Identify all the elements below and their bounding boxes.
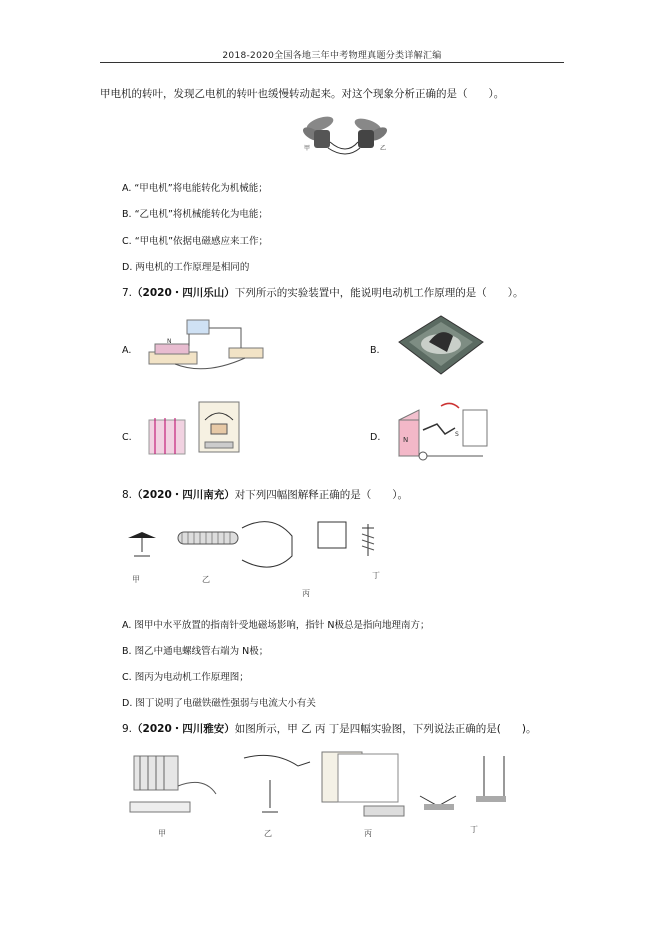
q7-fig-label-s: S xyxy=(455,431,459,438)
q7-option-c-letter: C. xyxy=(122,432,132,443)
q8-option-d xyxy=(122,695,316,709)
q7-option-d-figure xyxy=(393,400,497,466)
option-letter: B. xyxy=(122,209,132,220)
q7-fig-label-n: N xyxy=(167,338,172,345)
q9-stem xyxy=(122,721,536,736)
q7-text: 下列所示的实验装置中，能说明电动机工作原理的是（ ）。 xyxy=(234,287,524,299)
q7-option-b-letter: B. xyxy=(370,345,380,356)
q8-option-b xyxy=(122,643,268,657)
q9-fig-label-bing: 丙 xyxy=(364,829,372,838)
q8-number: 8. xyxy=(122,489,133,501)
q6-stem-tail: 甲电机的转叶，发现乙电机的转叶也缓慢转动起来。对这个现象分析正确的是（ ）。 xyxy=(100,88,505,100)
q8-source: （2020・四川南充） xyxy=(132,489,235,501)
q8-fig-label-jia: 甲 xyxy=(132,575,140,584)
q8-fig-label-yi: 乙 xyxy=(202,575,210,584)
q8-text: 对下列四幅图解释正确的是（ ）。 xyxy=(234,489,409,501)
option-text: “甲电机”依据电磁感应来工作； xyxy=(134,236,269,247)
q6-fig-label-jia: 甲 xyxy=(304,145,311,152)
option-letter: B. xyxy=(122,646,132,657)
q7-stem xyxy=(122,285,524,300)
option-text: 图乙中通电螺线管右端为 N极； xyxy=(134,646,269,657)
q9-fig-label-yi: 乙 xyxy=(264,829,272,838)
option-letter: C. xyxy=(122,236,132,247)
q6-motors-figure xyxy=(298,112,398,158)
q8-four-figures xyxy=(122,516,412,600)
q6-fig-label-yi: 乙 xyxy=(380,145,387,152)
q8-option-a xyxy=(122,617,430,631)
q7-option-b-figure xyxy=(395,312,487,380)
q9-source: （2020・四川雅安） xyxy=(132,723,235,735)
q7-option-a-letter: A. xyxy=(122,345,132,356)
option-text: “乙电机”将机械能转化为电能； xyxy=(134,209,268,220)
q8-stem xyxy=(122,487,408,502)
q6-option-a xyxy=(122,180,268,194)
option-text: 图丙为电动机工作原理图； xyxy=(134,672,249,683)
q6-option-c xyxy=(122,233,268,247)
q8-fig-label-ding: 丁 xyxy=(372,571,380,580)
q7-fig-label-n2: N xyxy=(403,436,409,444)
option-letter: C. xyxy=(122,672,132,683)
q9-fig-label-ding: 丁 xyxy=(470,825,478,834)
option-text: 两电机的工作原理是相同的 xyxy=(135,262,250,273)
header-divider xyxy=(100,62,564,63)
option-letter: D. xyxy=(122,262,133,273)
option-letter: D. xyxy=(122,698,133,709)
q7-option-d-letter: D. xyxy=(370,432,381,443)
option-letter: A. xyxy=(122,183,132,194)
q9-four-figures xyxy=(124,746,534,842)
q7-source: （2020・四川乐山） xyxy=(132,287,235,299)
q7-option-c-figure xyxy=(145,398,245,462)
q9-fig-label-jia: 甲 xyxy=(158,829,166,838)
q9-text: 如图所示，甲 乙 丙 丁是四幅实验图，下列说法正确的是( )。 xyxy=(234,723,537,735)
option-letter: A. xyxy=(122,620,132,631)
q8-fig-label-bing: 丙 xyxy=(302,589,310,598)
page-header: 2018-2020全国各地三年中考物理真题分类详解汇编 xyxy=(222,51,442,61)
q6-option-b xyxy=(122,206,268,220)
q9-number: 9. xyxy=(122,723,133,735)
option-text: “甲电机”将电能转化为机械能； xyxy=(134,183,268,194)
q8-option-c xyxy=(122,669,249,683)
option-text: 图丁说明了电磁铁磁性强弱与电流大小有关 xyxy=(135,698,316,709)
q7-number: 7. xyxy=(122,287,133,299)
q7-option-a-figure xyxy=(145,316,275,372)
q6-option-d xyxy=(122,259,249,273)
option-text: 图甲中水平放置的指南针受地磁场影响，指针 N极总是指向地理南方； xyxy=(134,620,430,631)
